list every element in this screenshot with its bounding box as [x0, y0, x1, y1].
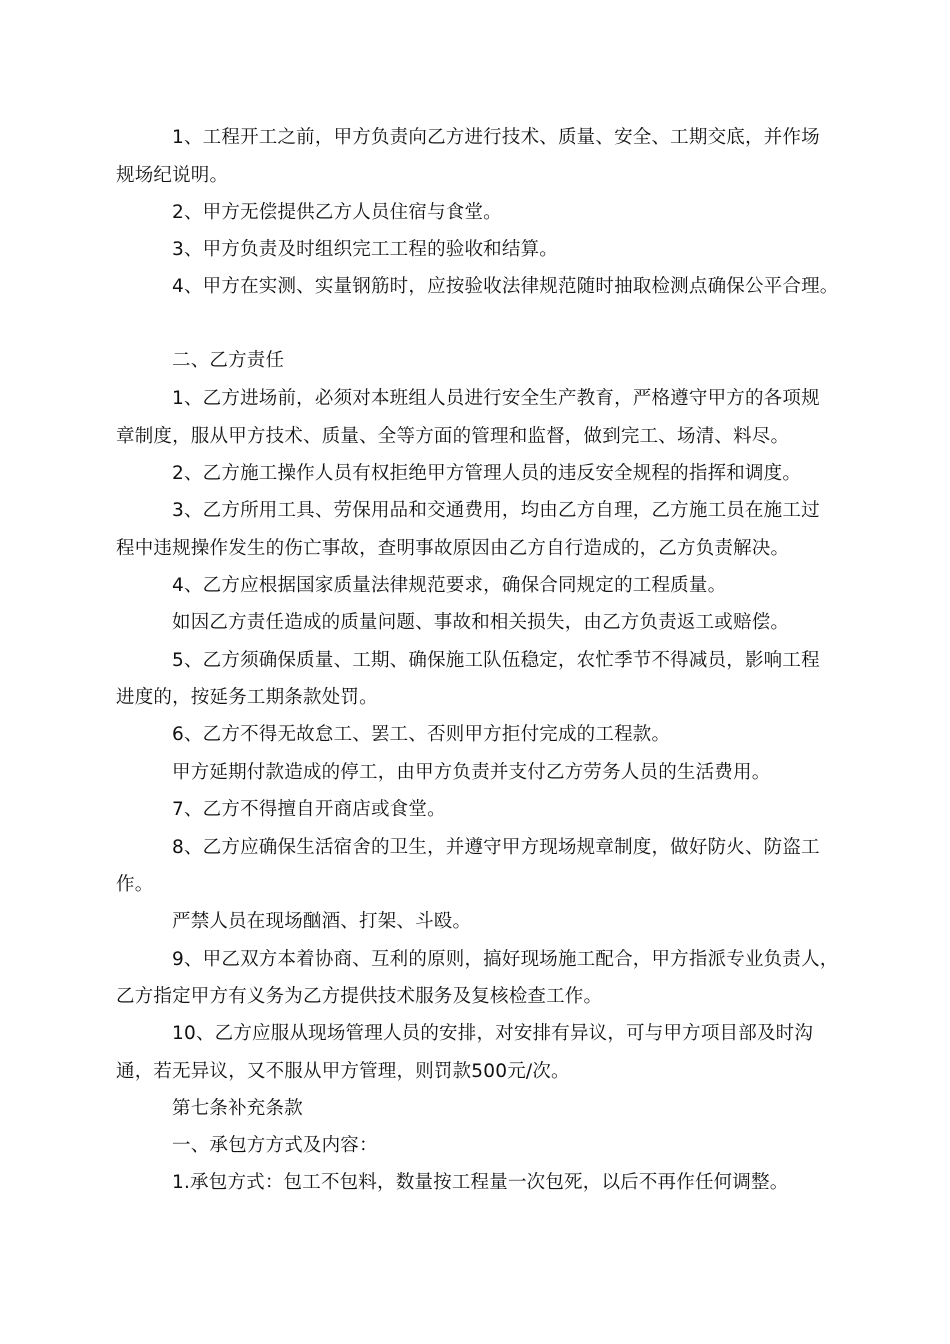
paragraph-line: 乙方指定甲方有义务为乙方提供技术服务及复核检查工作。	[116, 986, 603, 1007]
paragraph-line: 1、工程开工之前，甲方负责向乙方进行技术、质量、安全、工期交底，并作场	[172, 127, 820, 148]
paragraph-line: 9、甲乙双方本着协商、互利的原则，搞好现场施工配合，甲方指派专业负责人，	[172, 949, 839, 970]
paragraph-line: 严禁人员在现场酗酒、打架、斗殴。	[172, 911, 472, 932]
paragraph-line: 作。	[116, 874, 154, 895]
paragraph-line: 4、甲方在实测、实量钢筋时，应按验收法律规范随时抽取检测点确保公平合理。	[172, 276, 839, 297]
paragraph-line: 1、乙方进场前，必须对本班组人员进行安全生产教育，严格遵守甲方的各项规	[172, 388, 820, 409]
paragraph-line: 一、承包方方式及内容：	[172, 1135, 378, 1156]
paragraph-line: 7、乙方不得擅自开商店或食堂。	[172, 799, 446, 820]
paragraph-line: 10、乙方应服从现场管理人员的安排，对安排有异议，可与甲方项目部及时沟	[172, 1023, 814, 1044]
section-heading: 二、乙方责任	[172, 350, 285, 371]
paragraph-line: 如因乙方责任造成的质量问题、事故和相关损失，由乙方负责返工或赔偿。	[172, 612, 790, 633]
section-heading: 第七条补充条款	[172, 1098, 303, 1119]
paragraph-line: 规场纪说明。	[116, 165, 229, 186]
paragraph-line: 5、乙方须确保质量、工期、确保施工队伍稳定，农忙季节不得减员，影响工程	[172, 650, 820, 671]
paragraph-line: 2、乙方施工操作人员有权拒绝甲方管理人员的违反安全规程的指挥和调度。	[172, 463, 802, 484]
paragraph-line: 8、乙方应确保生活宿舍的卫生，并遵守甲方现场规章制度，做好防火、防盗工	[172, 837, 820, 858]
paragraph-line: 通，若无异议，又不服从甲方管理，则罚款500元/次。	[116, 1061, 570, 1082]
paragraph-line: 1.承包方式：包工不包料，数量按工程量一次包死，以后不再作任何调整。	[172, 1172, 789, 1193]
paragraph-line: 4、乙方应根据国家质量法律规范要求，确保合同规定的工程质量。	[172, 575, 727, 596]
paragraph-line: 程中违规操作发生的伤亡事故，查明事故原因由乙方自行造成的，乙方负责解决。	[116, 538, 790, 559]
paragraph-line: 3、甲方负责及时组织完工工程的验收和结算。	[172, 239, 558, 260]
paragraph-line: 2、甲方无偿提供乙方人员住宿与食堂。	[172, 202, 502, 223]
paragraph-line: 3、乙方所用工具、劳保用品和交通费用，均由乙方自理，乙方施工员在施工过	[172, 500, 820, 521]
paragraph-line: 甲方延期付款造成的停工，由甲方负责并支付乙方劳务人员的生活费用。	[172, 762, 771, 783]
paragraph-line: 6、乙方不得无故怠工、罢工、否则甲方拒付完成的工程款。	[172, 724, 671, 745]
paragraph-line: 章制度，服从甲方技术、质量、全等方面的管理和监督，做到完工、场清、料尽。	[116, 426, 790, 447]
paragraph-line: 进度的，按延务工期条款处罚。	[116, 687, 378, 708]
